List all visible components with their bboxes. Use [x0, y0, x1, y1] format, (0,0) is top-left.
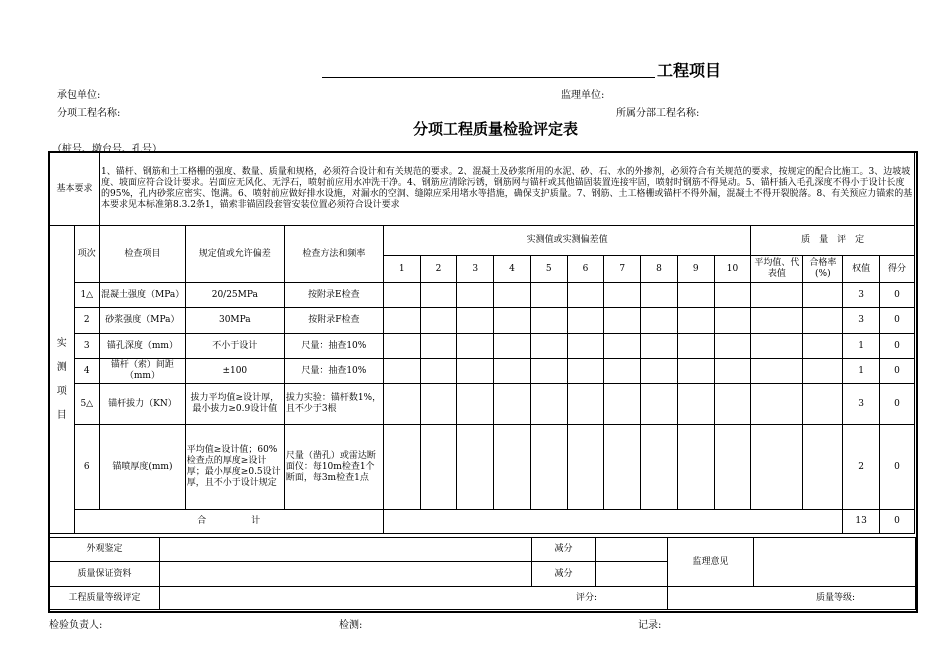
measure-cell[interactable]	[567, 425, 604, 510]
appearance-label: 外观鉴定	[50, 538, 160, 562]
measure-cell[interactable]	[677, 334, 714, 359]
rate-cell[interactable]	[803, 334, 843, 359]
row-weight: 3	[843, 283, 880, 308]
measure-cell[interactable]	[604, 359, 641, 384]
table-row	[50, 425, 915, 510]
avg-cell[interactable]	[751, 359, 803, 384]
table-row	[50, 308, 915, 334]
measure-cell[interactable]	[567, 384, 604, 425]
total-score: 0	[879, 510, 914, 534]
rate-cell[interactable]	[803, 425, 843, 510]
measure-cell[interactable]	[383, 384, 420, 425]
row-score: 0	[879, 384, 914, 425]
total-label: 合 计	[74, 510, 383, 534]
measure-cell[interactable]	[457, 334, 494, 359]
measure-cell[interactable]	[677, 283, 714, 308]
assurance-value[interactable]	[160, 562, 532, 587]
measure-cell[interactable]	[641, 384, 678, 425]
measure-col-5: 5	[530, 256, 567, 283]
measure-cell[interactable]	[641, 359, 678, 384]
measured-side-label: 实 测 项 目	[50, 226, 75, 534]
measure-cell[interactable]	[383, 425, 420, 510]
measure-col-2: 2	[420, 256, 457, 283]
measure-cell[interactable]	[530, 384, 567, 425]
measure-cell[interactable]	[530, 359, 567, 384]
project-title-suffix: 工程项目	[657, 61, 722, 80]
row-score: 0	[879, 308, 914, 334]
measure-cell[interactable]	[457, 308, 494, 334]
row-method: 拔力实验：锚杆数1%，且不少于3根	[284, 384, 383, 425]
row-spec: ±100	[185, 359, 284, 384]
measure-cell[interactable]	[383, 308, 420, 334]
measure-cell[interactable]	[420, 425, 457, 510]
row-no: 1△	[74, 283, 100, 308]
measure-col-9: 9	[677, 256, 714, 283]
division-label: 所属分部工程名称:	[616, 108, 700, 119]
measure-cell[interactable]	[494, 359, 531, 384]
measure-cell[interactable]	[714, 384, 751, 425]
measure-cell[interactable]	[641, 283, 678, 308]
col-avg: 平均值、代表值	[751, 256, 803, 283]
measure-cell[interactable]	[714, 334, 751, 359]
measure-cell[interactable]	[457, 384, 494, 425]
row-score: 0	[879, 425, 914, 510]
col-score: 得分	[879, 256, 914, 283]
appearance-deduct-label: 减分	[532, 538, 596, 562]
quality-grade-label: 质量等级:	[668, 587, 916, 610]
pile-label: （桩号、墩台号、孔号）	[52, 144, 162, 155]
measure-col-6: 6	[567, 256, 604, 283]
measure-cell[interactable]	[530, 308, 567, 334]
sub-project-label: 分项工程名称:	[57, 108, 121, 119]
measure-cell[interactable]	[494, 283, 531, 308]
assurance-deduct-value[interactable]	[596, 562, 668, 587]
col-weight: 权值	[843, 256, 880, 283]
avg-cell[interactable]	[751, 334, 803, 359]
measure-cell[interactable]	[714, 359, 751, 384]
grade-eval-label: 工程质量等级评定	[50, 587, 160, 610]
measure-col-8: 8	[641, 256, 678, 283]
appearance-deduct-value[interactable]	[596, 538, 668, 562]
checker-label: 检测:	[339, 620, 363, 631]
measure-cell[interactable]	[567, 308, 604, 334]
measure-cell[interactable]	[677, 425, 714, 510]
col-eval: 质 量 评 定	[751, 226, 915, 256]
table-row	[50, 283, 915, 308]
row-method: 尺量：抽查10%	[284, 334, 383, 359]
row-method: 尺量（凿孔）或雷达断面仪：每10m检查1个断面，每3m检查1点	[284, 425, 383, 510]
col-item-no: 项次	[74, 226, 100, 283]
measure-cell[interactable]	[641, 334, 678, 359]
measure-cell[interactable]	[420, 308, 457, 334]
row-score: 0	[879, 283, 914, 308]
row-weight: 3	[843, 308, 880, 334]
assurance-deduct-label: 减分	[532, 562, 596, 587]
row-item: 锚喷厚度(mm)	[100, 425, 186, 510]
rating-label: 评分:	[160, 587, 668, 610]
measure-cell[interactable]	[420, 384, 457, 425]
contractor-label: 承包单位:	[57, 90, 101, 101]
measure-cell[interactable]	[677, 359, 714, 384]
appearance-value[interactable]	[160, 538, 532, 562]
measure-cell[interactable]	[383, 359, 420, 384]
measure-cell[interactable]	[604, 334, 641, 359]
summary-table	[49, 537, 916, 610]
measure-cell[interactable]	[677, 308, 714, 334]
recorder-label: 记录:	[638, 620, 662, 631]
row-spec: 20/25MPa	[185, 283, 284, 308]
row-weight: 2	[843, 425, 880, 510]
measure-cell[interactable]	[457, 283, 494, 308]
avg-cell[interactable]	[751, 283, 803, 308]
row-item: 混凝土强度（MPa）	[100, 283, 186, 308]
row-spec: 平均值≥设计值；60%检查点的厚度≥设计厚；最小厚度≥0.5设计厚，且不小于设计规定	[185, 425, 284, 510]
rate-cell[interactable]	[803, 359, 843, 384]
row-score: 0	[879, 334, 914, 359]
col-measure: 实测值或实测偏差值	[383, 226, 751, 256]
row-method: 按附录F检查	[284, 308, 383, 334]
measure-cell[interactable]	[494, 308, 531, 334]
row-item: 锚杆（索）间距（mm）	[100, 359, 186, 384]
row-spec: 不小于设计	[185, 334, 284, 359]
row-no: 4	[74, 359, 100, 384]
measure-cell[interactable]	[383, 283, 420, 308]
col-rate: 合格率(%)	[803, 256, 843, 283]
measure-cell[interactable]	[567, 359, 604, 384]
rate-cell[interactable]	[803, 308, 843, 334]
inspector-label: 检验负责人:	[49, 620, 103, 631]
measure-cell[interactable]	[530, 425, 567, 510]
measure-cell[interactable]	[604, 283, 641, 308]
row-no: 3	[74, 334, 100, 359]
measure-cell[interactable]	[420, 283, 457, 308]
supervisor-label: 监理单位:	[561, 90, 605, 101]
col-method: 检查方法和频率	[284, 226, 383, 283]
form-title: 分项工程质量检验评定表	[413, 120, 579, 138]
rate-cell[interactable]	[803, 283, 843, 308]
measure-col-10: 10	[714, 256, 751, 283]
measure-cell[interactable]	[641, 425, 678, 510]
avg-cell[interactable]	[751, 384, 803, 425]
row-weight: 1	[843, 359, 880, 384]
measure-cell[interactable]	[677, 384, 714, 425]
measure-cell[interactable]	[457, 425, 494, 510]
measure-cell[interactable]	[420, 359, 457, 384]
measure-cell[interactable]	[494, 425, 531, 510]
row-spec: 30MPa	[185, 308, 284, 334]
col-item: 检查项目	[100, 226, 186, 283]
measure-col-7: 7	[604, 256, 641, 283]
avg-cell[interactable]	[751, 308, 803, 334]
basic-req-text: 1、锚杆、钢筋和土工格栅的强度、数量、质量和规格，必须符合设计和有关规范的要求。2、混凝土及砂浆所用的水泥、砂、石、水的外掺剂，必须符合有关规范的要求，按规定的配合比施工。3、边坡坡度、坡面应符合设计要求。岩面应无风化、无浮石，喷射前应用水冲洗干净。4、钢筋应清除污锈，钢筋网与锚杆或其他锚固装置连接牢固，喷射时钢筋不得晃动。5、锚杆插入毛孔深度不得小于设计长度的95%，孔内砂浆应密实、饱满。6、喷射前应做好排水设施，对漏水的空洞、缝隙应采用堵水等措施，确保支护质量。7、钢筋、土工格栅或锚杆不得外漏，混凝土不得开裂脱落。8、有关预应力锚索的基本要求见本标准第8.3.2条1，锚索非锚固段套管安装位置必须符合设计要求	[100, 153, 915, 226]
rate-cell[interactable]	[803, 384, 843, 425]
table-row	[50, 334, 915, 359]
measure-cell[interactable]	[714, 283, 751, 308]
measure-cell[interactable]	[567, 283, 604, 308]
row-weight: 1	[843, 334, 880, 359]
row-no: 5△	[74, 384, 100, 425]
table-row	[50, 384, 915, 425]
measure-col-3: 3	[457, 256, 494, 283]
row-spec: 拔力平均值≥设计厚，最小拔力≥0.9设计值	[185, 384, 284, 425]
assurance-label: 质量保证资料	[50, 562, 160, 587]
measure-cell[interactable]	[567, 334, 604, 359]
measure-cell[interactable]	[494, 334, 531, 359]
measure-cell[interactable]	[383, 334, 420, 359]
measure-cell[interactable]	[641, 308, 678, 334]
measure-col-4: 4	[494, 256, 531, 283]
measure-col-1: 1	[383, 256, 420, 283]
row-item: 锚孔深度（mm）	[100, 334, 186, 359]
table-row	[50, 359, 915, 384]
supervision-value[interactable]	[754, 538, 916, 587]
row-method: 尺量：抽查10%	[284, 359, 383, 384]
measure-cell[interactable]	[457, 359, 494, 384]
measure-cell[interactable]	[714, 425, 751, 510]
measure-cell[interactable]	[714, 308, 751, 334]
row-score: 0	[879, 359, 914, 384]
measure-cell[interactable]	[530, 334, 567, 359]
avg-cell[interactable]	[751, 425, 803, 510]
col-spec: 规定值或允许偏差	[185, 226, 284, 283]
row-weight: 3	[843, 384, 880, 425]
row-method: 按附录E检查	[284, 283, 383, 308]
row-item: 砂浆强度（MPa）	[100, 308, 186, 334]
measure-cell[interactable]	[530, 283, 567, 308]
total-blank	[383, 510, 842, 534]
measure-cell[interactable]	[420, 334, 457, 359]
total-row	[50, 510, 915, 534]
project-name-line	[322, 77, 655, 78]
evaluation-table	[49, 152, 915, 534]
row-no: 6	[74, 425, 100, 510]
measure-cell[interactable]	[604, 308, 641, 334]
measure-cell[interactable]	[604, 425, 641, 510]
row-no: 2	[74, 308, 100, 334]
measure-cell[interactable]	[604, 384, 641, 425]
supervision-label: 监理意见	[668, 538, 754, 587]
basic-req-label: 基本要求	[50, 153, 100, 226]
row-item: 锚杆拔力（KN）	[100, 384, 186, 425]
measure-cell[interactable]	[494, 384, 531, 425]
total-weight: 13	[843, 510, 880, 534]
